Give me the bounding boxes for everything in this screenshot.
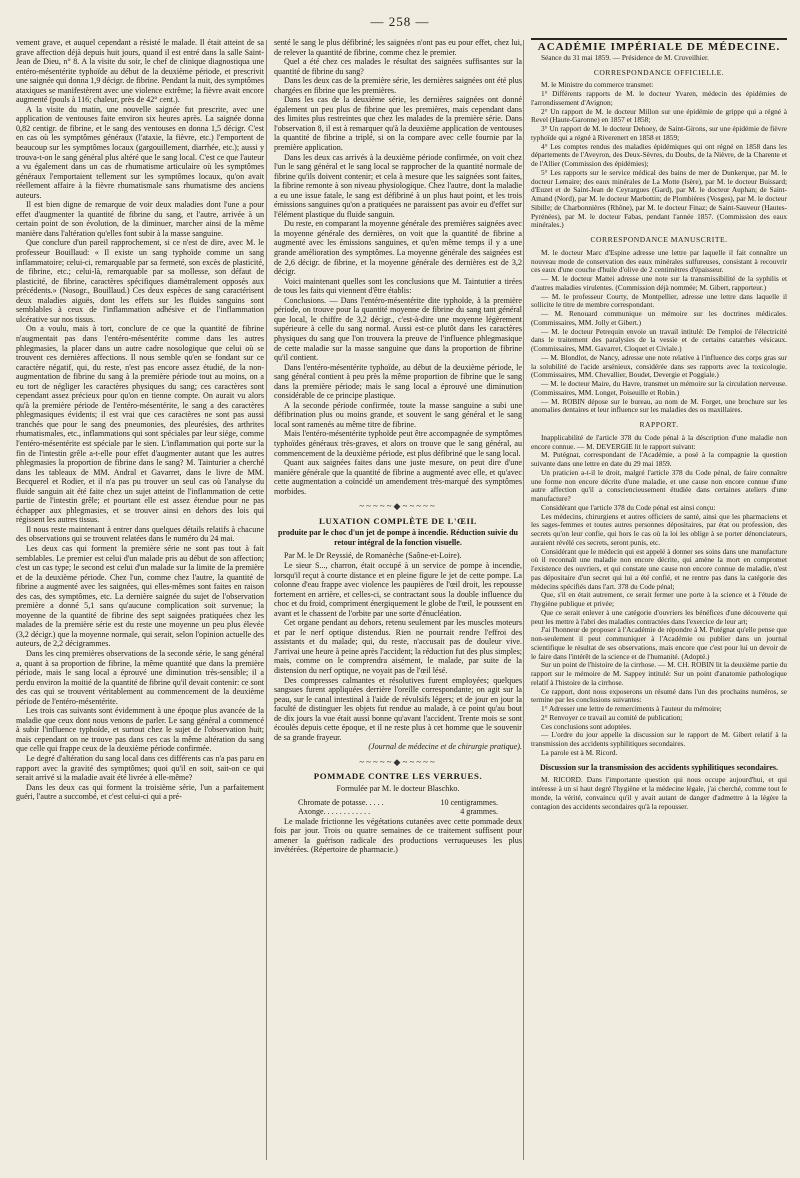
paragraph: senté le sang le plus défibriné; les saignées n'ont pas eu pour effet, chez lui, de relever la quantité de fibrine, comme chez le premier. <box>274 38 522 57</box>
paragraph: Dans les cinq premières observations de la seconde série, le sang général a, quant à sa proportion de fibrine, la même quantité que dans la première période, mais le sang local a éprouvé une diminution très-sensible; il a perdu environ la moitié de la quantité de fibrine qu'il devait contenir: ce sont des cas qui se trouvent véritablement au commencement de la deuxième période de l'entéro-mésentérite. <box>16 649 264 706</box>
paragraph: Quel a été chez ces malades le résultat des saignées suffisantes sur la quantité de fibrine du sang? <box>274 57 522 76</box>
paragraph: — L'ordre du jour appelle la discussion sur le rapport de M. Gibert relatif à la transmission des accidents syphilitiques secondaires. <box>531 730 787 748</box>
paragraph: Il nous reste maintenant à entrer dans quelques détails relatifs à chacune des observations qui se trouvent relatées dans le numéro du 24 mai. <box>16 524 264 544</box>
paragraph: vement grave, et auquel cependant a résisté le malade. Il était atteint de sa grave affection déjà depuis huit jours, quand il est entré dans la salle Saint-Jean de Dieu, n° 8. A la visite du soir, le chef de clinique diagnostiqua une entéro-mésentérite typhoïde au début de la deuxième période, et prescrivit une saignée qui donna 1,9 décigr. de fibrine. Pendant la nuit, des symptômes ataxiques se manifestèrent avec une violence extrême; la fièvre avait encore augmenté (pouls à 116; chaleur, près de 42° cent.). <box>16 38 264 105</box>
paragraph: — M. le docteur Petrequin envoie un travail intitulé: De l'emploi de l'électricité dans le traitement des paralysies de la vessie et de certains catarrhes vésicaux. (Commissaires, MM. Gavarret, Cloquet et Civiale.) <box>531 326 787 353</box>
ornament-divider: ~~~~~◆~~~~~ <box>359 756 437 767</box>
column-middle <box>274 38 522 1168</box>
article-author: Formulée par M. le docteur Blaschko. <box>336 784 460 794</box>
paragraph: 2° Un rapport de M. le docteur Millon sur une épidémie de grippe qui a régné à Revel (Haute-Garonne) en 1857 et 1858; <box>531 106 787 125</box>
paragraph: La parole est à M. Ricord. <box>541 747 618 757</box>
column-divider <box>523 40 524 1160</box>
paragraph: — M. Blondlot, de Nancy, adresse une note relative à l'influence des corps gras sur la solubilité de l'acide arsénieux, considérée dans ses rapports avec la toxicologie. (Commissaires, MM. Chevallier, Boudet, Devergie et Poggiale.) <box>531 352 787 380</box>
heading-rule <box>531 38 787 40</box>
paragraph: 4° Les comptes rendus des maladies épidémiques qui ont régné en 1858 dans les départements de l'Aveyron, des Deux-Sèvres, du Doubs, de la Nièvre, de la Charente et de l'Allier (Commission des épidémies); <box>531 141 787 168</box>
paragraph: A la visite du matin, une nouvelle saignée fut prescrite, avec une application de ventouses faite environ six heures après. La saignée donna 0,82 centigr. de fibrine, et le sang des ventouses en donna 1,5 décigr. C'est en cas où les symptômes généraux (l'ataxie, la fièvre, etc.) l'emportent de beaucoup sur les symptômes locaux (gargouillement, diarrhée, etc.); aussi y trouva-t-on le sang général plus altéré que le sang local. C'est ce que l'auteur a vu également dans un cas de rhumatisme articulaire où les symptômes généraux l'emportaient tellement sur les symptômes locaux, qu'on avait réellement affaire à la fièvre rhumatismale sans rhumatisme des anciens auteurs. <box>16 104 264 200</box>
recipe-item: Chromate de potasse. . . . . <box>298 797 384 807</box>
paragraph: 1° Adresser une lettre de remerciments à l'auteur du mémoire; <box>541 704 722 713</box>
section-title: ACADÉMIE IMPÉRIALE DE MÉDECINE. <box>537 41 781 53</box>
ornament-divider: ~~~~~◆~~~~~ <box>359 501 437 512</box>
paragraph: Quant aux saignées faites dans une juste mesure, on peut dire d'une manière générale que la quantité de fibrine a augmenté avec elle, et qu'avec cette augmentation a coïncidé un amendement très-marqué des symptômes morbides. <box>274 458 522 496</box>
paragraph: Les deux cas qui forment la première série ne sont pas tout à fait semblables. Le premier est celui d'un malade pris au début de son affection; c'est un cas type; le second est celui d'un malade sur la limite de la première et de la deuxième période. Chez l'un, comme chez l'autre, la quantité de fibrine a augmenté avec les saignées, qui elles-mêmes sont faites en raison des cas, des symptômes, etc. La dernière saignée du sujet de l'observation première a donné 5,1 sans qu'aucune complication soit survenue; la moyenne de la quantité de fibrine des sept saignées pratiquées chez les malades de la première série est du reste une moyenne un peu plus élevée (3,2 décigr.) que la moyenne normale, qui serait, selon l'opinion actuelle des auteurs, de 2,2 décigrammes. <box>16 543 264 649</box>
paragraph: Ce rapport, dont nous exposerons un résumé dans l'un des prochains numéros, se termine par les conclusions suivantes: <box>531 686 787 705</box>
column-left <box>16 38 264 1168</box>
article-title: LUXATION COMPLÈTE DE L'ŒIL <box>319 515 477 526</box>
paragraph: Dans l'entéro-mésentérite typhoïde, au début de la deuxième période, le sang général contient à peu près la même proportion de fibrine que le sang dans la première période; mais le sang local a éprouvé une diminution considérable de ce principe plastique. <box>274 362 522 401</box>
paragraph: — M. ROBIN dépose sur le bureau, au nom de M. Forget, une brochure sur les anomalies dentaires et leur influence sur les maladies des os maxillaires. <box>531 396 787 415</box>
paragraph-lead: Sur un point de l'histoire de la cirrhose. — M. CH. ROBIN lit la deuxième partie du rapport sur le mémoire de M. Sappey intitulé: Sur un point d'anatomie pathologique relatif à l'histoire de la cirrhose. <box>531 660 787 687</box>
paragraph: — M. Renouard communique un mémoire sur les doctrines médicales. (Commissaires, MM. Jolly et Gibert.) <box>531 309 787 327</box>
recipe-line <box>298 798 498 808</box>
paragraph: Cet organe pendant au dehors, retenu seulement par les muscles moteurs et par le nerf optique distendus. Rien ne pourrait rendre l'effroi des assistants et du malade; qui, du reste, n'accusait pas de douleur vive. J'arrivai une heure à peine après l'accident; la réduction fut des plus simples; mais, comme on le comprendra aisément, le malade, par suite de la distension du nerf optique, ne voyait pas de l'œil lésé. <box>274 618 522 675</box>
column-right <box>531 38 787 1168</box>
column-divider <box>266 40 267 1160</box>
article-title: POMMADE CONTRE LES VERRUES. <box>313 771 483 782</box>
paragraph: M. le Ministre du commerce transmet: <box>541 80 654 90</box>
paragraph: On a voulu, mais à tort, conclure de ce que la quantité de fibrine n'augmentait pas dans l'entéro-mésentérite comme dans les autres phlegmasies, la placer dans un autre cadre nosologique que celui où se trouvent ces dernières affections. Il nous semble qu'en se fondant sur ce caractère négatif, qui, du reste, n'est pas encore assez étudié, de la non-augmentation de fibrine du sang à la première période tout au moins, on a eu tort de négliger les caractères physiques du sang; ces caractères sont cependant assez précieux pour qu'on en tienne compte. On aurait vu alors qu'à la première période de l'entéro-mésentérite, le sang a des caractères phlegmasiques évidents; il est vrai que ces caractères ne sont pas aussi tranchés que pour le sang des pneumonies, des pleurésies, des arthrites rhumatismales, etc., inflammations qui sont spéciales par leur siége, comme l'entéro-mésentérite est spéciale par le sien. L'inflammation qui porte sur la fin de l'intestin grêle a-t-elle pour effet d'augmenter autant que les autres phlegmasies la proportion de fibrine dans le sang? M. Tainturier a cherché dans les tableaux de MM. Andral et Gavarret, dans le livre de MM. Becquerel et Rodier, et il n'a pas pu trouver un seul cas où l'analyse du fluide sanguin ait été faite chez un sujet atteint de l'inflammation de cette partie de l'intestin grêle; et pourtant elle est assez étendue pour ne pas échapper aux phlegmasies, et se trouver ainsi en dehors des lois qui régissent les autres tissus. <box>16 324 264 525</box>
section-heading: CORRESPONDANCE MANUSCRITE. <box>590 235 728 244</box>
paragraph: — M. le docteur Maire, du Havre, transmet un mémoire sur la circulation nerveuse. (Commissaires, MM. Longet, Poiseuille et Robin.) <box>531 379 787 397</box>
session-line: Séance du 31 mai 1859. — Présidence de M. Cruveilhier. <box>541 52 709 62</box>
paragraph: Dans les cas de la deuxième série, les dernières saignées ont donné également un peu plus de fibrine que les premières, mais cependant dans des limites plus restreintes que chez les malades de la première série. Dans l'observation 8, il est à remarquer qu'à la deuxième application de ventouses la quantité de fibrine a triplé, si on la compare avec celle fournie par la première application. <box>274 95 522 153</box>
paragraph: Dans les deux cas qui forment la troisième série, l'un a parfaitement guéri, l'autre a succombé, et c'est celui-ci qui a pré- <box>16 782 264 802</box>
article-subtitle: produite par le choc d'un jet de pompe à incendie. Réduction suivie du retour intégral de la fonction visuelle. <box>278 528 518 547</box>
paragraph: Des compresses calmantes et résolutives furent employées; quelques sangsues furent appliquées derrière l'oreille correspondante; on agit sur la peau, sur le canal intestinal à l'aide de révulsifs légers; et de jour en jour la faculté de distinguer les objets fut rendue au malade, à ce point qu'au bout de dix jours la vue était aussi bonne qu'avant l'accident. Trente mois se sont écoulés depuis cette époque, et il ne reste plus à cet homme que le souvenir de sa grande frayeur. <box>274 675 522 742</box>
paragraph: M. RICORD. Dans l'importante question qui nous occupe aujourd'hui, et qui intéresse à un si haut degré l'hygiène et la médecine légale, j'ai cherché, comme tout le monde, la vérité, convaincu qu'il y avait autant de danger d'admettre à la légère la contagion des accidents secondaires qu'à la repousser. <box>531 775 787 811</box>
paragraph: Mais l'entéro-mésentérite typhoïde peut être accompagnée de symptômes typhoïdes généraux très-graves, et alors on trouve que le sang général, au commencement de la deuxième période, est plus défibriné que le sang local. <box>274 429 522 458</box>
recipe-line <box>298 807 498 817</box>
paragraph: M. Putégnat, correspondant de l'Académie, a posé à la compagnie la question suivante dans une lettre en date du 29 mai 1859. <box>531 450 787 468</box>
paragraph-lead: Inapplicabilité de l'article 378 du Code pénal à la déscription d'une maladie non encore connue. — M. DEVERGIE lit le rapport suivant: <box>531 432 787 451</box>
paragraph: — M. le professeur Courty, de Montpellier, adresse une lettre dans laquelle il sollicite le titre de membre correspondant. <box>531 291 787 310</box>
paragraph: Il est bien digne de remarque de voir deux maladies dont l'une a pour effet d'augmenter la quantité de fibrine du sang, et l'autre, arrivée à un certain point de son évolution, de la diminuer, marcher ainsi de la même manière dans l'altération qu'elles font subir à la masse sanguine. <box>16 200 264 238</box>
paragraph: Ces conclusions sont adoptées. <box>541 721 632 731</box>
page-number: — 258 — <box>370 14 430 29</box>
paragraph: Conclusions. — Dans l'entéro-mésentérite dite typhoïde, à la première période, on trouve pour la quantité moyenne de fibrine du sang tant général que local, le chiffre de 3,2 décigr., c'est-à-dire une moyenne légèrement supérieure à celle du sang normal. Aussi est-ce plutôt dans les caractères physiques du sang que l'on trouvera la preuve de l'influence phlegmasique de cette maladie sur la masse sanguine que dans la proportion de fibrine qu'il contient. <box>274 295 522 363</box>
article-source: (Journal de médecine et de chirurgie pratique). <box>368 742 522 752</box>
recipe-dose: 4 grammes. <box>460 807 498 817</box>
paragraph: — M. le docteur Mattei adresse une note sur la transmissibilité de la syphilis et d'autres maladies virulentes. (Commission déjà nommée; M. Gibert, rapporteur.) <box>531 274 787 292</box>
paragraph: Les médecins, chirurgiens et autres officiers de santé, ainsi que les pharmaciens et les sages-femmes et toutes autres personnes dépositaires, par état ou profession, des secrets qu'on leur confie, qui hors le cas où la loi les oblige à se porter dénonciateurs, auraient révélé ces secrets, seront punis, etc. <box>531 511 787 547</box>
paragraph: Considérant que le médecin qui est appelé à donner ses soins dans une manufacture où il reconnaît une maladie non encore décrite, qui amène la mort en compromet l'existence des ouvriers, et qui constate une cause non encore connue de maladie, n'est pas dépositaire d'un secret qui lui a été confié, et ne rentre pas dans la catégorie des médecins spécifiés dans l'art. 378 du Code pénal; <box>531 546 787 591</box>
section-heading: Discussion sur la transmission des accidents syphilitiques secondaires. <box>540 762 778 772</box>
paragraph: 5° Les rapports sur le service médical des bains de mer de Dunkerque, par M. le docteur Lemaire; des eaux minérales de La Motte (Isère), par M. le docteur Buissard; d'Euzet et de Saint-Jean de Ceyrargues (Gard), par M. le docteur Auphan; de Saint-Amand (Nord), par M. le docteur Marbottin; de Plombières (Vosges), par M. le docteur Sibille; de Charbonnières (Rhône), par M. le docteur Finaz; de Saint-Sauveur (Hautes-Pyrénées), par M. le docteur Fabas, pendant l'année 1857. (Commission des eaux minérales.) <box>531 167 787 230</box>
paragraph: M. le docteur Marc d'Espine adresse une lettre par laquelle il fait connaître un nouveau mode de conservation des eaux minérales sulfureuses, consistant à recouvrir ces eaux d'une couche d'huile d'olive de 2 centimètres d'épaisseur. <box>531 247 787 275</box>
paragraph: Que, s'il en était autrement, ce serait fermer une porte à la science et à l'étude de l'hygiène publique et privée; <box>531 590 787 608</box>
recipe-dose: 10 centigrammes. <box>440 797 498 807</box>
paragraph: 3° Un rapport de M. le docteur Dehoey, de Saint-Girons, sur une épidémie de fièvre typhoïde qui a régné à Riverenert en 1858 et 1859; <box>531 124 787 142</box>
article-author: Par M. le Dr Reyssié, de Romanèche (Saône-et-Loire). <box>284 551 462 561</box>
section-heading: CORRESPONDANCE OFFICIELLE. <box>593 67 725 77</box>
paragraph: Dans les deux cas arrivés à la deuxième période confirmée, on voit chez l'un le sang général et le sang local se rapprocher de la quantité normale de fibrine qu'ils doivent contenir; et cela à mesure que les saignées sont faites, la fibrine remonte à son niveau physiologique. Chez l'autre, dont la maladie a eu une issue fatale, le sang est défibriné à un plus haut point, et les trois émissions sanguines qu'on a pratiquées ne paraissent pas avoir eu d'effet sur l'élément plastique du fluide sanguin. <box>274 152 522 219</box>
paragraph: Les trois cas suivants sont évidemment à une époque plus avancée de la maladie que ceux dont nous venons de parler. Le sang général a commencé à subir l'influence typhoïde, et surtout chez le sujet de l'observation huit; mais cependant on ne trouve pas dans ces cas la même altération du sang que celle qui frappe ceux de la deuxième période confirmée. <box>16 706 264 754</box>
paragraph: Dans les deux cas de la première série, les dernières saignées ont été plus chargées en fibrine que les premières. <box>274 76 522 95</box>
paragraph: 2° Renvoyer ce travail au comité de publication; <box>541 712 683 722</box>
paragraph: Que ce serait enlever à une catégorie d'ouvriers les bénéfices d'une découverte qui peut les mettre à l'abri des maladies contractées dans l'exercice de leur art; <box>531 607 787 626</box>
paragraph: Le malade frictionne les végétations cutanées avec cette pommade deux fois par jour. Trois ou quatre semaines de ce traitement suffisent pour amener la guérison radicale des productions verruqueuses les plus invétérées. (Répertoire de pharmacie.) <box>274 816 522 855</box>
paragraph: 1° Différents rapports de M. le docteur Yvaren, médecin des épidémies de l'arrondissement d'Avignon; <box>531 89 787 107</box>
paragraph: Un praticien a-t-il le droit, malgré l'article 378 du Code pénal, de faire connaître une forme non encore décrite d'une maladie, et une cause non encore connue d'une autre affection qu'il a consciencieusement étudiée dans certaines ateliers d'une manufacture? <box>531 467 787 503</box>
paragraph: J'ai l'honneur de proposer à l'Académie de répondre à M. Putégnat qu'elle pense que non-seulement il peut communiquer à l'Académie ou publier dans un journal scientifique le résultat de ses observations, mais encore que c'est pour lui un devoir de le faire dans l'intérêt de la science et de l'humanité. (Adopté.) <box>531 625 787 661</box>
paragraph: Voici maintenant quelles sont les conclusions que M. Taintutier a tirées de tous les faits qui viennent d'être établis: <box>274 276 522 296</box>
paragraph: Le sieur S..., charron, était occupé à un service de pompe à incendie, lorsqu'il reçut à courte distance et en pleine figure le jet de cette pompe. La colonne d'eau frappe avec violence les paupières de l'œil droit, les repousse fortement en arrière, et celles-ci, se contractant sous la double influence du choc et du froid, compriment énergiquement le globe de l'œil, le poussent en avant et le chassent de l'orbite par une sorte d'énucléation. <box>274 560 522 618</box>
paragraph: Du reste, en comparant la moyenne générale des premières saignées avec la moyenne générale des dernières, on voit que la quantité de fibrine a augmenté avec les émissions sanguines, et qu'en même temps il y a une grande amélioration des symptômes. La moyenne générale des saignées est de 2,6 décigr. de fibrine, et la moyenne générale des dernières est de 3,2 décigr. <box>274 219 522 277</box>
paragraph: Le degré d'altération du sang local dans ces différents cas n'a pas paru en rapport avec la gravité des symptômes; quoi qu'il en soit, sait-on ce qui serait arrivé si la maladie avait été livrée à elle-même? <box>16 754 264 783</box>
paragraph: Considérant que l'article 378 du Code pénal est ainsi conçu: <box>541 502 716 512</box>
recipe-item: Axonge. . . . . . . . . . . . <box>298 807 371 817</box>
section-heading: RAPPORT. <box>639 420 679 429</box>
paragraph: A la seconde période confirmée, toute la masse sanguine a subi une défibrination plus ou moins grande, et souvent le sang général et le sang local sont ramenés au même titre de fibrine. <box>274 400 522 429</box>
paragraph: Que conclure d'un pareil rapprochement, si ce n'est de dire, avec M. le professeur Bouillaud: « Il existe un sang typhoïde comme un sang inflammatoire; celui-ci, remarquable par sa fermeté, son excès de plasticité, de fibrine, etc.; celui-là, remarquable par sa mollesse, son défaut de plasticité, de fibrine, caractères spécifiques diamétralement opposés aux précédents.» (Nosogr., Bouillaud.) Ces deux espèces de sang caractérisent deux maladies aiguës, dont les effets sur les fluides sanguins sont semblables à ceux de l'inflammation adhésive et de l'inflammation ulcérative sur nos tissus. <box>16 238 264 324</box>
